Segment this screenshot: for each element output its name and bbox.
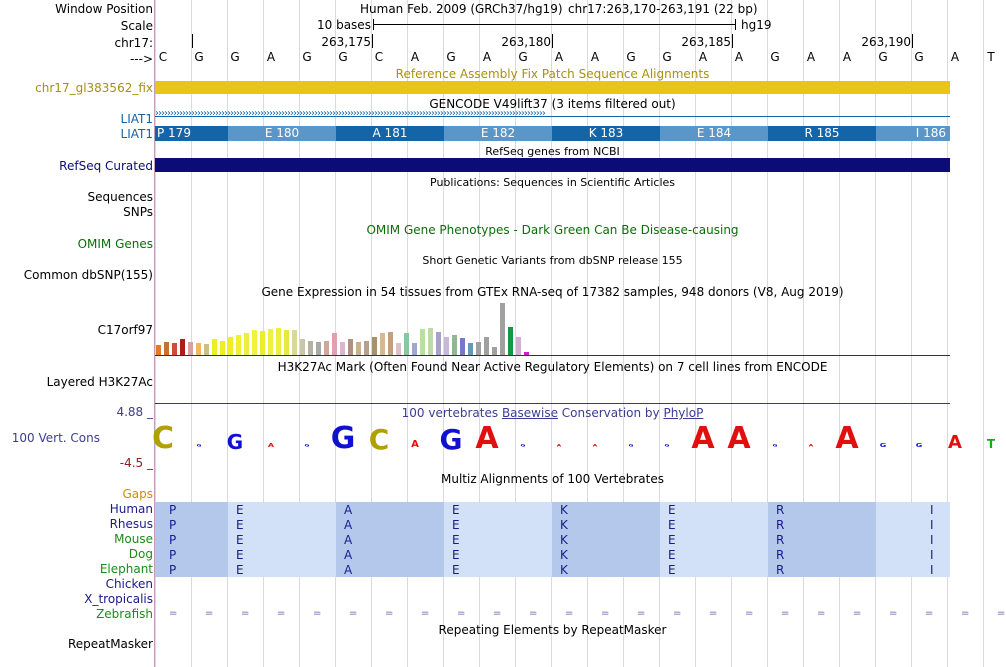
dna-base: G — [626, 50, 636, 64]
gtex-tissue-bar[interactable] — [244, 333, 249, 355]
zebrafish-gap-mark: = — [565, 608, 574, 619]
alignment-aa: E — [668, 518, 676, 532]
scale-bar-right-tick — [735, 19, 736, 30]
zebrafish-gap-mark: = — [421, 608, 430, 619]
gtex-tissue-bar[interactable] — [460, 338, 465, 355]
gtex-tissue-bar[interactable] — [308, 341, 313, 355]
label-chicken[interactable]: Chicken — [105, 577, 153, 591]
dna-base: A — [698, 50, 708, 64]
alignment-cell — [444, 562, 552, 577]
zebrafish-gap-mark: = — [637, 608, 646, 619]
alignment-cell — [444, 517, 552, 532]
label-elephant[interactable]: Elephant — [99, 562, 153, 576]
cons-logo-letter: G — [772, 443, 778, 448]
ruler-tick — [192, 34, 193, 48]
zebrafish-gap-mark: = — [601, 608, 610, 619]
alignment-aa: A — [344, 533, 353, 547]
gtex-tissue-bar[interactable] — [276, 328, 281, 355]
zebrafish-gap-mark: = — [313, 608, 322, 619]
label-window-position: Window Position — [55, 2, 153, 16]
alignment-aa: R — [776, 548, 785, 562]
gtex-tissue-bar[interactable] — [212, 339, 217, 355]
dna-base: G — [770, 50, 780, 64]
scale-bar — [373, 24, 735, 25]
gtex-tissue-bar[interactable] — [188, 342, 193, 355]
label-refseq[interactable]: RefSeq Curated — [59, 159, 153, 173]
alignment-aa: E — [236, 563, 244, 577]
alignment-aa: E — [452, 503, 460, 517]
gtex-title: Gene Expression in 54 tissues from GTEx RNA-seq of 17382 samples, 948 donors (V8, Aug 2019) — [261, 285, 844, 299]
zebrafish-gap-mark: = — [961, 608, 970, 619]
cons-logo-letter: G — [628, 443, 634, 448]
gtex-tissue-bar[interactable] — [428, 328, 433, 355]
alignment-aa: E — [668, 563, 676, 577]
gtex-tissue-bar[interactable] — [300, 339, 305, 355]
gencode-codon-cell[interactable]: A 181 — [336, 126, 444, 141]
multiz-title: Multiz Alignments of 100 Vertebrates — [440, 472, 665, 486]
zebrafish-gap-mark: = — [925, 608, 934, 619]
label-cons-max: 4.88 _ — [116, 405, 153, 419]
grid-line — [983, 0, 984, 667]
alignment-aa: A — [344, 563, 353, 577]
gtex-tissue-bar[interactable] — [268, 329, 273, 355]
alignment-aa: E — [452, 533, 460, 547]
label-dog[interactable]: Dog — [128, 547, 153, 561]
chevrons-icon: ›››››››››››››››››››››››››››››››››››››››››››››››››››››››››››››››››››››››››››››››››››››››››››››››››››››››››››››››››››››››››››››››››› — [155, 108, 545, 119]
alignment-aa: P — [169, 503, 177, 517]
ruler-tick — [912, 34, 913, 48]
alignment-cell — [552, 517, 660, 532]
zebrafish-gap-mark: = — [673, 608, 682, 619]
gtex-tissue-bar[interactable] — [436, 332, 441, 355]
alignment-aa: A — [344, 503, 353, 517]
alignment-cell — [876, 562, 950, 577]
alignment-aa: R — [776, 503, 785, 517]
gtex-tissue-bar[interactable] — [420, 329, 425, 355]
zebrafish-gap-mark: = — [709, 608, 718, 619]
dna-base: G — [230, 50, 240, 64]
scale-text: 10 bases — [317, 18, 371, 32]
dna-base: G — [302, 50, 312, 64]
label-dbsnp[interactable]: Common dbSNP(155) — [23, 268, 153, 282]
label-human[interactable]: Human — [109, 502, 153, 516]
dna-base: C — [158, 50, 168, 64]
h3k27ac-title: H3K27Ac Mark (Often Found Near Active Regulatory Elements) on 7 cell lines from ENCODE — [277, 360, 828, 374]
gtex-divider — [155, 355, 950, 356]
alignment-cell — [552, 532, 660, 547]
dna-base: C — [374, 50, 384, 64]
gtex-tissue-bar[interactable] — [180, 339, 185, 355]
zebrafish-gap-mark: = — [529, 608, 538, 619]
dna-base: G — [878, 50, 888, 64]
gencode-codon-cell[interactable]: E 182 — [444, 126, 552, 141]
gtex-tissue-bar[interactable] — [476, 342, 481, 355]
dna-base: G — [446, 50, 456, 64]
gtex-tissue-bar[interactable] — [508, 327, 513, 355]
gtex-tissue-bar[interactable] — [252, 330, 257, 355]
ruler-tick-label: 263,185 — [681, 35, 731, 49]
dna-base: G — [662, 50, 672, 64]
alignment-cell — [155, 532, 228, 547]
gtex-tissue-bar[interactable] — [444, 337, 449, 355]
alignment-aa: I — [930, 548, 934, 562]
gtex-tissue-bar[interactable] — [484, 337, 489, 355]
cons-logo-letter: A — [592, 443, 598, 448]
alignment-aa: E — [236, 533, 244, 547]
gencode-codon-cell[interactable]: R 185 — [768, 126, 876, 141]
zebrafish-gap-mark: = — [457, 608, 466, 619]
dna-base: G — [518, 50, 528, 64]
label-zebrafish[interactable]: Zebrafish — [96, 607, 153, 621]
alignment-aa: I — [930, 518, 934, 532]
scale-db: hg19 — [741, 18, 772, 32]
omim-title: OMIM Gene Phenotypes - Dark Green Can Be Disease-causing — [366, 223, 739, 237]
gtex-tissue-bar[interactable] — [284, 330, 289, 355]
assembly-title: Human Feb. 2009 (GRCh37/hg19) — [360, 2, 563, 16]
gtex-tissue-bar[interactable] — [204, 344, 209, 355]
cons-logo-letter: A — [475, 421, 499, 456]
gtex-tissue-bar[interactable] — [228, 337, 233, 355]
label-repeatmasker[interactable]: RepeatMasker — [67, 637, 153, 651]
zebrafish-gap-mark: = — [169, 608, 178, 619]
gtex-tissue-bar[interactable] — [332, 333, 337, 355]
dna-base: T — [987, 50, 995, 64]
gtex-tissue-bar[interactable] — [468, 343, 473, 355]
gtex-tissue-bar[interactable] — [516, 337, 521, 355]
gencode-codon-cell[interactable]: I 186 — [876, 126, 950, 141]
cons-logo-letter: T — [986, 437, 996, 452]
gtex-tissue-bar[interactable] — [412, 343, 417, 355]
gencode-codon-cell[interactable]: E 180 — [228, 126, 336, 141]
label-fix-patch[interactable]: chr17_gl383562_fix — [35, 81, 153, 95]
cons-logo-letter: A — [948, 431, 962, 453]
gtex-tissue-bar[interactable] — [220, 341, 225, 355]
alignment-cell — [876, 502, 950, 517]
label-cons-min: -4.5 _ — [119, 456, 153, 470]
cons-logo-letter: A — [411, 439, 419, 450]
gencode-transcript-arrows[interactable] — [155, 110, 950, 122]
alignment-aa: E — [452, 518, 460, 532]
conservation-logo[interactable] — [151, 418, 996, 473]
alignment-aa: P — [169, 518, 177, 532]
alignment-aa: P — [169, 533, 177, 547]
ruler-tick — [372, 34, 373, 48]
cons-logo-letter: G — [304, 443, 310, 448]
alignment-aa: E — [236, 548, 244, 562]
gtex-tissue-bar[interactable] — [196, 343, 201, 355]
cons-phylop-link[interactable]: PhyloP — [663, 406, 704, 420]
zebrafish-gap-mark: = — [277, 608, 286, 619]
ruler-tick-label: 263,175 — [321, 35, 371, 49]
alignment-cell — [552, 562, 660, 577]
alignment-cell — [155, 547, 228, 562]
zebrafish-gap-mark: = — [241, 608, 250, 619]
alignment-cell — [660, 547, 768, 562]
zebrafish-gap-mark: = — [493, 608, 502, 619]
gtex-tissue-bar[interactable] — [156, 345, 161, 355]
ruler-tick — [732, 34, 733, 48]
gencode-codon-cell[interactable]: P 179 — [155, 126, 228, 141]
cons-logo-letter: G — [879, 442, 887, 448]
alignment-aa: E — [668, 548, 676, 562]
alignment-aa: I — [930, 503, 934, 517]
cons-logo-letter: G — [226, 430, 244, 454]
label-liat1-protein[interactable]: LIAT1 — [120, 127, 153, 141]
refseq-bar[interactable] — [155, 158, 950, 172]
zebrafish-gap-mark: = — [997, 608, 1006, 619]
alignment-aa: R — [776, 533, 785, 547]
cons-logo-letter: G — [330, 421, 356, 456]
dna-base: A — [410, 50, 420, 64]
alignment-aa: K — [560, 518, 568, 532]
cons-logo-letter: C — [151, 421, 175, 456]
gtex-tissue-bar[interactable] — [164, 342, 169, 355]
alignment-aa: R — [776, 563, 785, 577]
alignment-rows[interactable] — [155, 502, 1006, 622]
cons-logo-letter: G — [439, 422, 463, 456]
scale-bar-left-tick — [373, 19, 374, 30]
alignment-cell — [876, 547, 950, 562]
alignment-aa: K — [560, 533, 568, 547]
gtex-tissue-bar[interactable] — [396, 343, 401, 355]
zebrafish-gap-mark: = — [385, 608, 394, 619]
gtex-tissue-bar[interactable] — [388, 332, 393, 355]
cons-logo-letter: G — [664, 443, 670, 448]
zebrafish-gap-mark: = — [205, 608, 214, 619]
dna-base: G — [914, 50, 924, 64]
fix-patch-title: Reference Assembly Fix Patch Sequence Alignments — [395, 67, 710, 81]
alignment-aa: P — [169, 563, 177, 577]
cons-title-mid: Conservation by — [557, 406, 664, 420]
cons-logo-letter: G — [520, 443, 526, 448]
publications-title: Publications: Sequences in Scientific Articles — [430, 176, 675, 189]
alignment-cell — [228, 547, 336, 562]
alignment-cell — [444, 547, 552, 562]
alignment-aa: K — [560, 503, 568, 517]
alignment-cell — [660, 502, 768, 517]
label-omim[interactable]: OMIM Genes — [77, 237, 153, 251]
alignment-cell — [155, 562, 228, 577]
gtex-tissue-bar[interactable] — [380, 333, 385, 355]
alignment-cell — [876, 532, 950, 547]
label-xtropicalis[interactable]: X_tropicalis — [84, 592, 153, 606]
alignment-aa: E — [452, 563, 460, 577]
cons-logo-letter: G — [196, 443, 202, 448]
alignment-cell — [876, 517, 950, 532]
alignment-cell — [552, 502, 660, 517]
label-strand: ---> — [129, 52, 153, 66]
alignment-aa: E — [668, 533, 676, 547]
zebrafish-gap-mark: = — [817, 608, 826, 619]
zebrafish-gap-mark: = — [853, 608, 862, 619]
alignment-cell — [228, 562, 336, 577]
dna-base: A — [554, 50, 564, 64]
alignment-aa: E — [236, 518, 244, 532]
dna-base: A — [266, 50, 276, 64]
h3k27ac-divider — [155, 403, 950, 404]
alignment-aa: A — [344, 548, 353, 562]
cons-logo-letter: C — [368, 422, 390, 456]
alignment-aa: A — [344, 518, 353, 532]
dna-base: G — [338, 50, 348, 64]
dna-base: G — [194, 50, 204, 64]
cons-logo-letter: A — [727, 421, 751, 456]
zebrafish-gap-mark: = — [349, 608, 358, 619]
alignment-aa: E — [668, 503, 676, 517]
gencode-codon-cell[interactable]: E 184 — [660, 126, 768, 141]
dna-base: A — [806, 50, 816, 64]
alignment-cell — [660, 517, 768, 532]
gtex-tissue-bar[interactable] — [404, 333, 409, 355]
cons-logo-letter: A — [691, 421, 715, 456]
gtex-tissue-bar[interactable] — [172, 343, 177, 355]
alignment-cell — [660, 562, 768, 577]
gtex-tissue-bar[interactable] — [324, 341, 329, 355]
dna-base: A — [950, 50, 960, 64]
dna-base: A — [590, 50, 600, 64]
cons-logo-letter: G — [915, 442, 923, 448]
alignment-aa: P — [169, 548, 177, 562]
alignment-aa: I — [930, 533, 934, 547]
alignment-cell — [155, 502, 228, 517]
gencode-title: GENCODE V49lift37 (3 items filtered out) — [429, 97, 676, 111]
label-mouse[interactable]: Mouse — [114, 532, 153, 546]
gtex-tissue-bar[interactable] — [348, 339, 353, 355]
gencode-codon-cell[interactable]: K 183 — [552, 126, 660, 141]
alignment-cell — [228, 517, 336, 532]
gtex-tissue-bar[interactable] — [364, 341, 369, 355]
gtex-bar-chart[interactable] — [155, 299, 555, 355]
position-readout: chr17:263,170-263,191 (22 bp) — [568, 2, 758, 16]
ruler-tick-label: 263,180 — [501, 35, 551, 49]
cons-logo-letter: A — [808, 443, 814, 448]
gtex-tissue-bar[interactable] — [236, 335, 241, 355]
ruler-tick — [552, 34, 553, 48]
alignment-aa: I — [930, 563, 934, 577]
gtex-tissue-bar[interactable] — [356, 342, 361, 355]
label-cons[interactable]: 100 Vert. Cons — [11, 431, 100, 445]
label-rhesus[interactable]: Rhesus — [109, 517, 153, 531]
label-sequences[interactable]: Sequences — [87, 190, 153, 204]
cons-logo-letter: A — [267, 442, 275, 448]
alignment-cell — [660, 532, 768, 547]
alignment-cell — [155, 517, 228, 532]
refseq-title: RefSeq genes from NCBI — [485, 145, 620, 158]
fix-patch-bar[interactable] — [155, 81, 950, 94]
label-c17orf97[interactable]: C17orf97 — [97, 323, 153, 337]
alignment-aa: E — [236, 503, 244, 517]
label-chrom: chr17: — [114, 36, 153, 50]
alignment-aa: K — [560, 548, 568, 562]
ruler-tick-label: 263,190 — [861, 35, 911, 49]
gtex-tissue-bar[interactable] — [260, 331, 265, 355]
dbsnp-title: Short Genetic Variants from dbSNP release 155 — [422, 254, 683, 267]
zebrafish-gap-mark: = — [745, 608, 754, 619]
dna-base: A — [842, 50, 852, 64]
gtex-tissue-bar[interactable] — [492, 347, 497, 355]
cons-logo-letter: A — [556, 443, 562, 448]
gtex-tissue-bar[interactable] — [372, 337, 377, 355]
zebrafish-gap-mark: = — [889, 608, 898, 619]
gtex-tissue-bar[interactable] — [452, 335, 457, 355]
gtex-tissue-bar[interactable] — [316, 342, 321, 355]
alignment-cell — [228, 502, 336, 517]
zebrafish-gap-mark: = — [781, 608, 790, 619]
label-liat1-transcript[interactable]: LIAT1 — [120, 112, 153, 126]
repeatmasker-title: Repeating Elements by RepeatMasker — [438, 623, 667, 637]
cons-basewise-link[interactable]: Basewise — [501, 406, 558, 420]
alignment-aa: E — [452, 548, 460, 562]
cons-logo-letter: A — [835, 421, 859, 456]
gtex-tissue-bar[interactable] — [340, 342, 345, 355]
cons-title-pre: 100 vertebrates — [401, 406, 502, 420]
alignment-cell — [444, 532, 552, 547]
label-snps[interactable]: SNPs — [123, 205, 153, 219]
gtex-tissue-bar[interactable] — [500, 303, 505, 355]
alignment-cell — [228, 532, 336, 547]
alignment-cell — [444, 502, 552, 517]
dna-base: A — [482, 50, 492, 64]
gtex-tissue-bar[interactable] — [292, 330, 297, 355]
label-h3k27ac[interactable]: Layered H3K27Ac — [46, 375, 153, 389]
alignment-aa: K — [560, 563, 568, 577]
alignment-aa: R — [776, 518, 785, 532]
alignment-cell — [552, 547, 660, 562]
label-gaps[interactable]: Gaps — [122, 487, 153, 501]
dna-base: A — [734, 50, 744, 64]
label-scale: Scale — [120, 19, 153, 33]
